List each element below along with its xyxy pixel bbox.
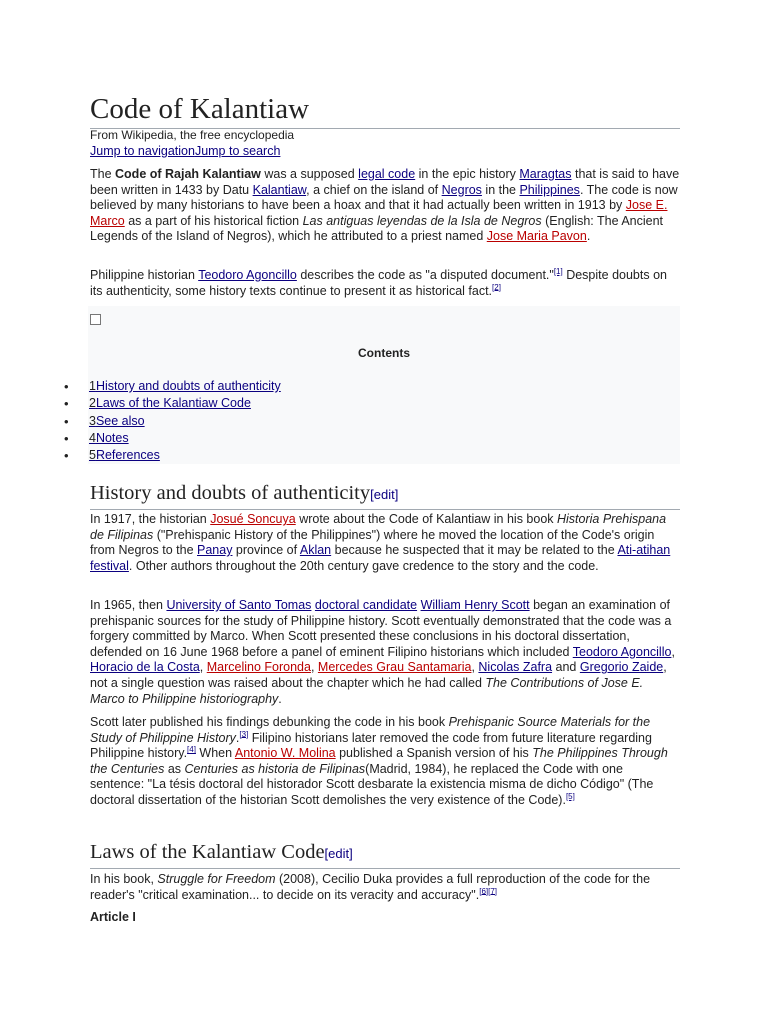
redlink-jose-marco[interactable]: Jose E. Marco bbox=[90, 198, 668, 228]
text: . bbox=[235, 730, 240, 745]
jump-links bbox=[90, 143, 280, 159]
text: , bbox=[671, 644, 675, 659]
jump-to-navigation-link[interactable]: Jump to navigation bbox=[90, 144, 195, 158]
toc-number: 4 bbox=[89, 430, 96, 445]
italic-title: Historia Prehispana de Filipinas bbox=[90, 512, 667, 542]
italic-title: Prehispanic Source Materials for the Study of Philippine History bbox=[90, 715, 651, 745]
edit-link[interactable]: [edit] bbox=[370, 487, 399, 502]
article-heading: Article I bbox=[90, 910, 136, 924]
toc-number: 1 bbox=[89, 379, 96, 393]
text: , a chief on the island of bbox=[306, 182, 442, 197]
citation-5[interactable]: [5] bbox=[565, 791, 575, 801]
redlink-antonio-molina[interactable]: Antonio W. Molina bbox=[234, 746, 336, 761]
toc-label[interactable]: Laws of the Kalantiaw Code bbox=[95, 396, 251, 411]
toc-label[interactable]: References bbox=[95, 448, 160, 463]
redlink-josue-soncuya[interactable]: Josué Soncuya bbox=[210, 512, 296, 526]
text: ("Prehispanic History of the Philippines") where he moved the location of the Code's origin from Negros to the bbox=[90, 527, 655, 558]
text: . bbox=[586, 229, 591, 244]
citation-2[interactable]: [2] bbox=[492, 282, 501, 292]
link-william-henry-scott[interactable]: William Henry Scott bbox=[420, 598, 530, 612]
citation-7[interactable]: [7] bbox=[488, 886, 498, 896]
toc-item[interactable] bbox=[64, 430, 281, 447]
italic-title: The Philippines Through the Centuries bbox=[90, 746, 668, 776]
link-gregorio-zaide[interactable]: Gregorio Zaide bbox=[579, 660, 664, 675]
toc-label[interactable]: See also bbox=[95, 413, 145, 428]
toc-number: 2 bbox=[89, 396, 96, 411]
link-horacio-de-la-costa[interactable]: Horacio de la Costa bbox=[90, 660, 200, 675]
link-doctoral-candidate[interactable]: doctoral candidate bbox=[314, 598, 418, 612]
toc-item[interactable] bbox=[64, 395, 281, 412]
text: . The code is now believed by many historians to have been a hoax and that it had actually been written in 1913 by bbox=[90, 182, 678, 213]
link-ati-atihan[interactable]: Ati-atihan festival bbox=[90, 543, 671, 573]
link-legal-code[interactable]: legal code bbox=[358, 167, 416, 181]
heading-text: Laws of the Kalantiaw Code bbox=[90, 841, 325, 863]
text: Philippine historian bbox=[90, 268, 199, 282]
citation-3[interactable]: [3] bbox=[239, 729, 249, 739]
section-heading-laws bbox=[90, 840, 680, 869]
link-aklan[interactable]: Aklan bbox=[299, 543, 332, 558]
text: was a supposed bbox=[260, 167, 359, 181]
link-negros[interactable]: Negros bbox=[441, 182, 482, 197]
text: as bbox=[164, 761, 185, 776]
section-heading-history bbox=[90, 481, 680, 510]
redlink-mercedes-grau-santamaria[interactable]: Mercedes Grau Santamaria bbox=[317, 660, 472, 675]
text: , bbox=[471, 660, 479, 675]
site-tagline: From Wikipedia, the free encyclopedia bbox=[90, 128, 295, 142]
toc-number: 5 bbox=[89, 448, 96, 463]
link-kalantiaw[interactable]: Kalantiaw bbox=[252, 182, 307, 197]
text: wrote about the Code of Kalantiaw in his book bbox=[295, 512, 557, 526]
text: describes the code as "a disputed document." bbox=[296, 268, 554, 282]
toc-item[interactable] bbox=[64, 413, 281, 430]
toc-toggle-checkbox[interactable] bbox=[90, 314, 101, 325]
table-of-contents bbox=[88, 306, 680, 464]
link-teodoro-agoncillo-2[interactable]: Teodoro Agoncillo bbox=[572, 644, 672, 659]
jump-to-search-link[interactable]: Jump to search bbox=[194, 144, 281, 158]
toc-number: 3 bbox=[89, 413, 96, 428]
text: in the epic history bbox=[415, 167, 520, 181]
text: In his book, bbox=[90, 872, 158, 886]
toc-list bbox=[64, 378, 281, 464]
text: and bbox=[552, 660, 580, 675]
text: in the bbox=[481, 182, 520, 197]
text: (Madrid, 1984), he replaced the Code with one sentence: "La tésis doctoral del historador Scott desbarate la existencia misma de dicho Código" (The doctoral dissertation of the historian Scott demolishes the very existence of the Code). bbox=[90, 761, 654, 807]
text: Filipino historians later removed the code from future literature regarding Philippine history. bbox=[90, 730, 652, 761]
text: . Other authors throughout the 20th century gave credence to the story and the code. bbox=[128, 558, 599, 573]
text: that is said to have been written in 1433 by Datu bbox=[90, 167, 680, 197]
text: (2008), Cecilio Duka provides a full reproduction of the code for the reader's "critical examination... to decide on its veracity and accuracy". bbox=[90, 872, 651, 902]
text: as a part of his historical fiction bbox=[124, 213, 303, 228]
heading-text: History and doubts of authenticity bbox=[90, 482, 371, 504]
edit-link[interactable]: [edit] bbox=[324, 846, 353, 861]
link-teodoro-agoncillo[interactable]: Teodoro Agoncillo bbox=[198, 268, 297, 282]
text: published a Spanish version of his bbox=[335, 746, 533, 761]
text: In 1917, the historian bbox=[90, 512, 211, 526]
citation-6[interactable]: [6] bbox=[479, 886, 489, 896]
italic-title: Las antiguas leyendas de la Isla de Negros bbox=[302, 213, 542, 228]
text: When bbox=[195, 746, 235, 761]
page-title: Code of Kalantiaw bbox=[90, 92, 680, 129]
redlink-marcelino-foronda[interactable]: Marcelino Foronda bbox=[206, 660, 311, 675]
link-philippines[interactable]: Philippines bbox=[519, 182, 580, 197]
paragraph-disputed bbox=[90, 268, 680, 299]
text: because he suspected that it may be related to the bbox=[331, 543, 618, 558]
text: . bbox=[278, 691, 282, 706]
italic-title: Struggle for Freedom bbox=[157, 872, 276, 886]
toc-label[interactable]: Notes bbox=[95, 430, 129, 445]
paragraph-scott-findings bbox=[90, 715, 680, 809]
toc-title: Contents bbox=[358, 346, 410, 360]
link-ust[interactable]: University of Santo Tomas bbox=[166, 598, 312, 612]
paragraph-1965 bbox=[90, 598, 680, 707]
paragraph-1917 bbox=[90, 512, 680, 574]
citation-1[interactable]: [1] bbox=[553, 266, 563, 276]
text: In 1965, then bbox=[90, 598, 167, 612]
italic-title: The Contributions of Jose E. Marco to Philippine historiography bbox=[90, 675, 644, 706]
text: The bbox=[90, 167, 116, 181]
italic-title: Centuries as historia de Filipinas bbox=[184, 761, 366, 776]
link-maragtas[interactable]: Maragtas bbox=[519, 167, 572, 181]
text: (English: The Ancient Legends of the Island of Negros), which he attributed to a priest named bbox=[90, 213, 664, 244]
text: , bbox=[199, 660, 207, 675]
citation-4[interactable]: [4] bbox=[187, 745, 196, 755]
toc-label[interactable]: History and doubts of authenticity bbox=[95, 379, 281, 393]
text: Despite doubts on its authenticity, some history texts continue to present it as historical fact. bbox=[90, 268, 667, 298]
text: began an examination of prehispanic sources for the study of Philippine history. Scott eventually demonstrated that the code was a forgery committed by Marco. When Scott presented these conclusions in his doctoral dissertation, defended on 16 June 1968 before a panel of eminent Filipino historians which included bbox=[90, 598, 672, 659]
text: , not a single question was raised about the chapter which he had called bbox=[90, 660, 667, 690]
text: , bbox=[310, 660, 318, 675]
text: province of bbox=[232, 543, 300, 558]
link-nicolas-zafra[interactable]: Nicolas Zafra bbox=[478, 660, 553, 675]
link-panay[interactable]: Panay bbox=[197, 543, 233, 558]
intro-paragraph bbox=[90, 167, 680, 245]
paragraph-struggle bbox=[90, 872, 680, 903]
toc-item[interactable] bbox=[64, 378, 281, 395]
text: Scott later published his findings debunking the code in his book bbox=[90, 715, 449, 729]
redlink-jose-maria-pavon[interactable]: Jose Maria Pavon bbox=[486, 229, 587, 244]
toc-item[interactable] bbox=[64, 447, 281, 464]
bold-term: Code of Rajah Kalantiaw bbox=[115, 167, 261, 181]
